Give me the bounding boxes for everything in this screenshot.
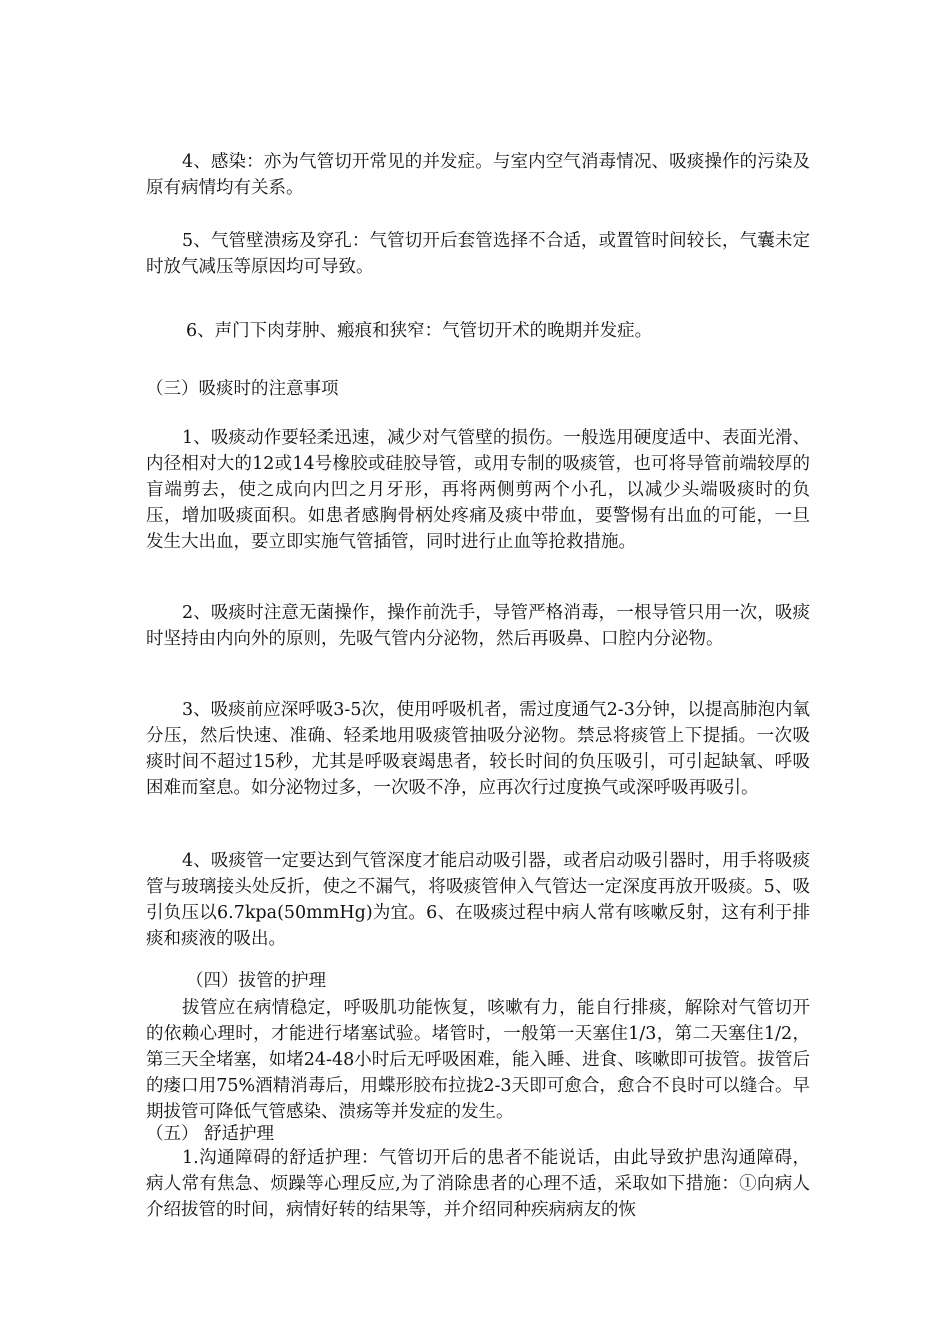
heading-section-4: （四）拔管的护理 [186,971,326,991]
paragraph-suction-3: 3、吸痰前应深呼吸3-5次，使用呼吸机者，需过度通气2-3分钟，以提高肺泡内氧分压，然后快速、准确、轻柔地用吸痰管抽吸分泌物。禁忌将痰管上下提插。一次吸痰时间不超过15秒，尤其是呼吸衰竭患者，较长时间的负压吸引，可引起缺氧、呼吸困难而窒息。如分泌物过多，一次吸不净，应再次行过度换气或深呼吸再吸引。 [146,700,810,798]
paragraph-infection: 4、感染：亦为气管切开常见的并发症。与室内空气消毒情况、吸痰操作的污染及原有病情均有关系。 [146,152,810,198]
paragraph-granuloma: 6、声门下肉芽肿、瘢痕和狭窄：气管切开术的晚期并发症。 [186,321,653,341]
paragraph-suction-1: 1、吸痰动作要轻柔迅速，减少对气管壁的损伤。一般选用硬度适中、表面光滑、内径相对大的12或14号橡胶或硅胶导管，或用专制的吸痰管，也可将导管前端较厚的盲端剪去，使之成向内凹之月牙形，再将两侧剪两个小孔，以减少头端吸痰时的负压，增加吸痰面积。如患者感胸骨柄处疼痛及痰中带血，要警惕有出血的可能，一旦发生大出血，要立即实施气管插管，同时进行止血等抢救措施。 [146,428,810,552]
heading-section-3: （三）吸痰时的注意事项 [146,379,339,399]
paragraph-comfort: 1.沟通障碍的舒适护理：气管切开后的患者不能说话，由此导致护患沟通障碍，病人常有焦急、烦躁等心理反应,为了消除患者的心理不适，采取如下措施：①向病人介绍拔管的时间，病情好转的结果等，并介绍同种疾病病友的恢 [146,1148,810,1220]
paragraph-suction-2: 2、吸痰时注意无菌操作，操作前洗手，导管严格消毒，一根导管只用一次，吸痰时坚持由内向外的原则，先吸气管内分泌物，然后再吸鼻、口腔内分泌物。 [146,603,810,649]
paragraph-tracheal-ulcer: 5、气管壁溃疡及穿孔：气管切开后套管选择不合适，或置管时间较长，气囊未定时放气减压等原因均可导致。 [146,231,810,277]
paragraph-extubation: 拔管应在病情稳定，呼吸肌功能恢复，咳嗽有力，能自行排痰，解除对气管切开的依赖心理时，才能进行堵塞试验。堵管时，一般第一天塞住1/3，第二天塞住1/2，第三天全堵塞，如堵24-48小时后无呼吸困难，能入睡、进食、咳嗽即可拔管。拔管后的瘘口用75%酒精消毒后，用蝶形胶布拉拢2-3天即可愈合，愈合不良时可以缝合。早期拔管可降低气管感染、溃疡等并发症的发生。 [146,998,810,1122]
paragraph-suction-4: 4、吸痰管一定要达到气管深度才能启动吸引器，或者启动吸引器时，用手将吸痰管与玻璃接头处反折，使之不漏气，将吸痰管伸入气管达一定深度再放开吸痰。5、吸引负压以6.7kpa(50mmHg)为宜。6、在吸痰过程中病人常有咳嗽反射，这有利于排痰和痰液的吸出。 [146,851,810,949]
heading-section-5: （五） 舒适护理 [146,1124,275,1144]
